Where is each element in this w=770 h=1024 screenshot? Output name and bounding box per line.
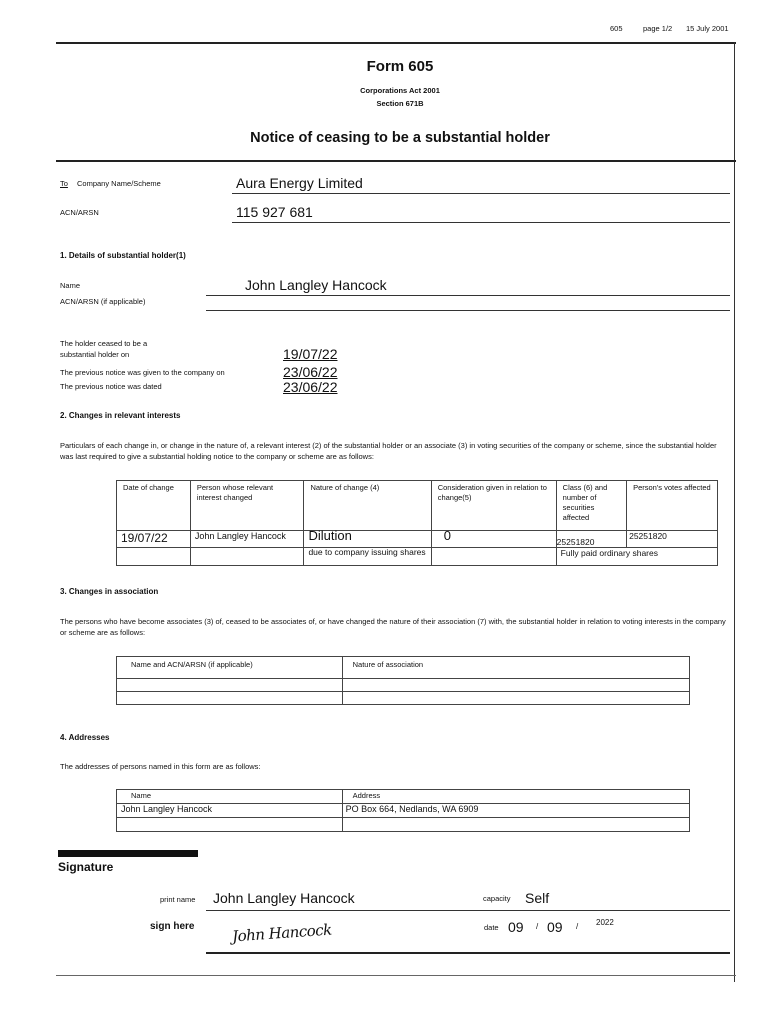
sign-day: 09 <box>508 919 524 935</box>
holder-name: John Langley Hancock <box>245 277 387 293</box>
change-votes: 25251820 <box>627 531 718 548</box>
holder-acn-label: ACN/ARSN (if applicable) <box>60 297 146 306</box>
addr-person-address: PO Box 664, Nedlands, WA 6909 <box>342 804 689 818</box>
print-name: John Langley Hancock <box>213 890 355 906</box>
table-row <box>117 804 690 818</box>
col-nature: Nature of change (4) <box>304 481 431 531</box>
section1-heading: 1. Details of substantial holder(1) <box>60 251 186 260</box>
form-title: Form 605 <box>366 58 434 75</box>
company-underline <box>232 193 730 194</box>
acn-label: ACN/ARSN <box>60 208 99 217</box>
signature-heading: Signature <box>58 860 114 874</box>
signature-bar <box>58 850 198 857</box>
change-nature: Dilution <box>304 531 431 548</box>
col-addr-address: Address <box>342 790 689 804</box>
date-separator-1: / <box>536 922 539 931</box>
col-assoc-nature: Nature of association <box>342 657 689 679</box>
table-row <box>117 679 690 692</box>
changes-table <box>116 480 718 566</box>
table-row <box>117 818 690 832</box>
section2-intro: Particulars of each change in, or change in the nature of, a relevant interest (2) of the substantial holder or an associate (3) in voting securities of the company or scheme, since the substantial holder was last required to give a substantial holding notice to the company or scheme are as follows: <box>60 441 717 461</box>
sign-month: 09 <box>547 919 563 935</box>
col-person: Person whose relevant interest changed <box>190 481 304 531</box>
sign-here-label: sign here <box>150 921 195 932</box>
given-date: 23/06/22 <box>283 364 338 380</box>
date-separator-2: / <box>576 922 579 931</box>
table-row <box>117 548 718 566</box>
change-consideration: 0 <box>431 531 556 548</box>
col-consideration: Consideration given in relation to change(5) <box>431 481 556 531</box>
table-row <box>117 692 690 705</box>
date-label: date <box>484 923 499 932</box>
acn-value: 115 927 681 <box>236 204 313 220</box>
sign-year: 2022 <box>596 918 614 927</box>
sign-underline <box>206 952 730 954</box>
signature-image: John Hancock <box>231 920 333 946</box>
top-rule <box>56 42 736 44</box>
header-date: 15 July 2001 <box>686 24 729 33</box>
change-person: John Langley Hancock <box>190 531 304 548</box>
section3-intro: The persons who have become associates (3) of, ceased to be associates of, or have changed the nature of their association (7) with, the substantial holder in relation to voting interests in the company or scheme are as follows: <box>60 617 726 637</box>
right-border <box>734 42 735 982</box>
given-label: The previous notice was given to the company on <box>60 368 225 377</box>
col-votes: Person's votes affected <box>627 481 718 531</box>
holder-acn-underline <box>206 310 730 311</box>
ceased-date: 19/07/22 <box>283 346 338 362</box>
ceased-label: The holder ceased to be a substantial holder on <box>60 339 148 359</box>
holder-name-underline <box>206 295 730 296</box>
notice-title: Notice of ceasing to be a substantial holder <box>250 130 550 146</box>
section3-heading: 3. Changes in association <box>60 587 159 596</box>
print-name-label: print name <box>160 895 196 904</box>
col-date: Date of change <box>117 481 191 531</box>
change-date: 19/07/22 <box>117 531 191 548</box>
col-addr-name: Name <box>117 790 343 804</box>
company-name: Aura Energy Limited <box>236 175 363 191</box>
title-rule <box>56 160 736 162</box>
col-assoc-name: Name and ACN/ARSN (if applicable) <box>117 657 343 679</box>
form-number: 605 <box>610 24 623 33</box>
section4-heading: 4. Addresses <box>60 733 110 742</box>
acn-underline <box>232 222 730 223</box>
col-class: Class (6) and number of securities affected <box>556 481 626 531</box>
association-table <box>116 656 690 705</box>
section4-intro: The addresses of persons named in this form are as follows: <box>60 762 261 771</box>
print-underline <box>206 910 730 911</box>
change-nature-detail: due to company issuing shares <box>304 548 431 566</box>
table-row <box>117 531 718 548</box>
section2-heading: 2. Changes in relevant interests <box>60 411 181 420</box>
change-class-number: 25251820 <box>556 531 626 548</box>
act-name: Corporations Act 2001 <box>360 86 440 95</box>
bottom-rule <box>56 975 736 976</box>
dated-label: The previous notice was dated <box>60 382 162 391</box>
holder-name-label: Name <box>60 281 81 290</box>
change-class-desc: Fully paid ordinary shares <box>556 548 717 566</box>
addresses-table <box>116 789 690 832</box>
dated-date: 23/06/22 <box>283 379 338 395</box>
to-label: To <box>60 179 68 188</box>
page-indicator: page 1/2 <box>643 24 673 33</box>
capacity-label: capacity <box>483 894 511 903</box>
act-section: Section 671B <box>376 99 424 108</box>
company-label: Company Name/Scheme <box>77 179 161 188</box>
addr-person-name: John Langley Hancock <box>117 804 343 818</box>
capacity-value: Self <box>525 890 550 906</box>
